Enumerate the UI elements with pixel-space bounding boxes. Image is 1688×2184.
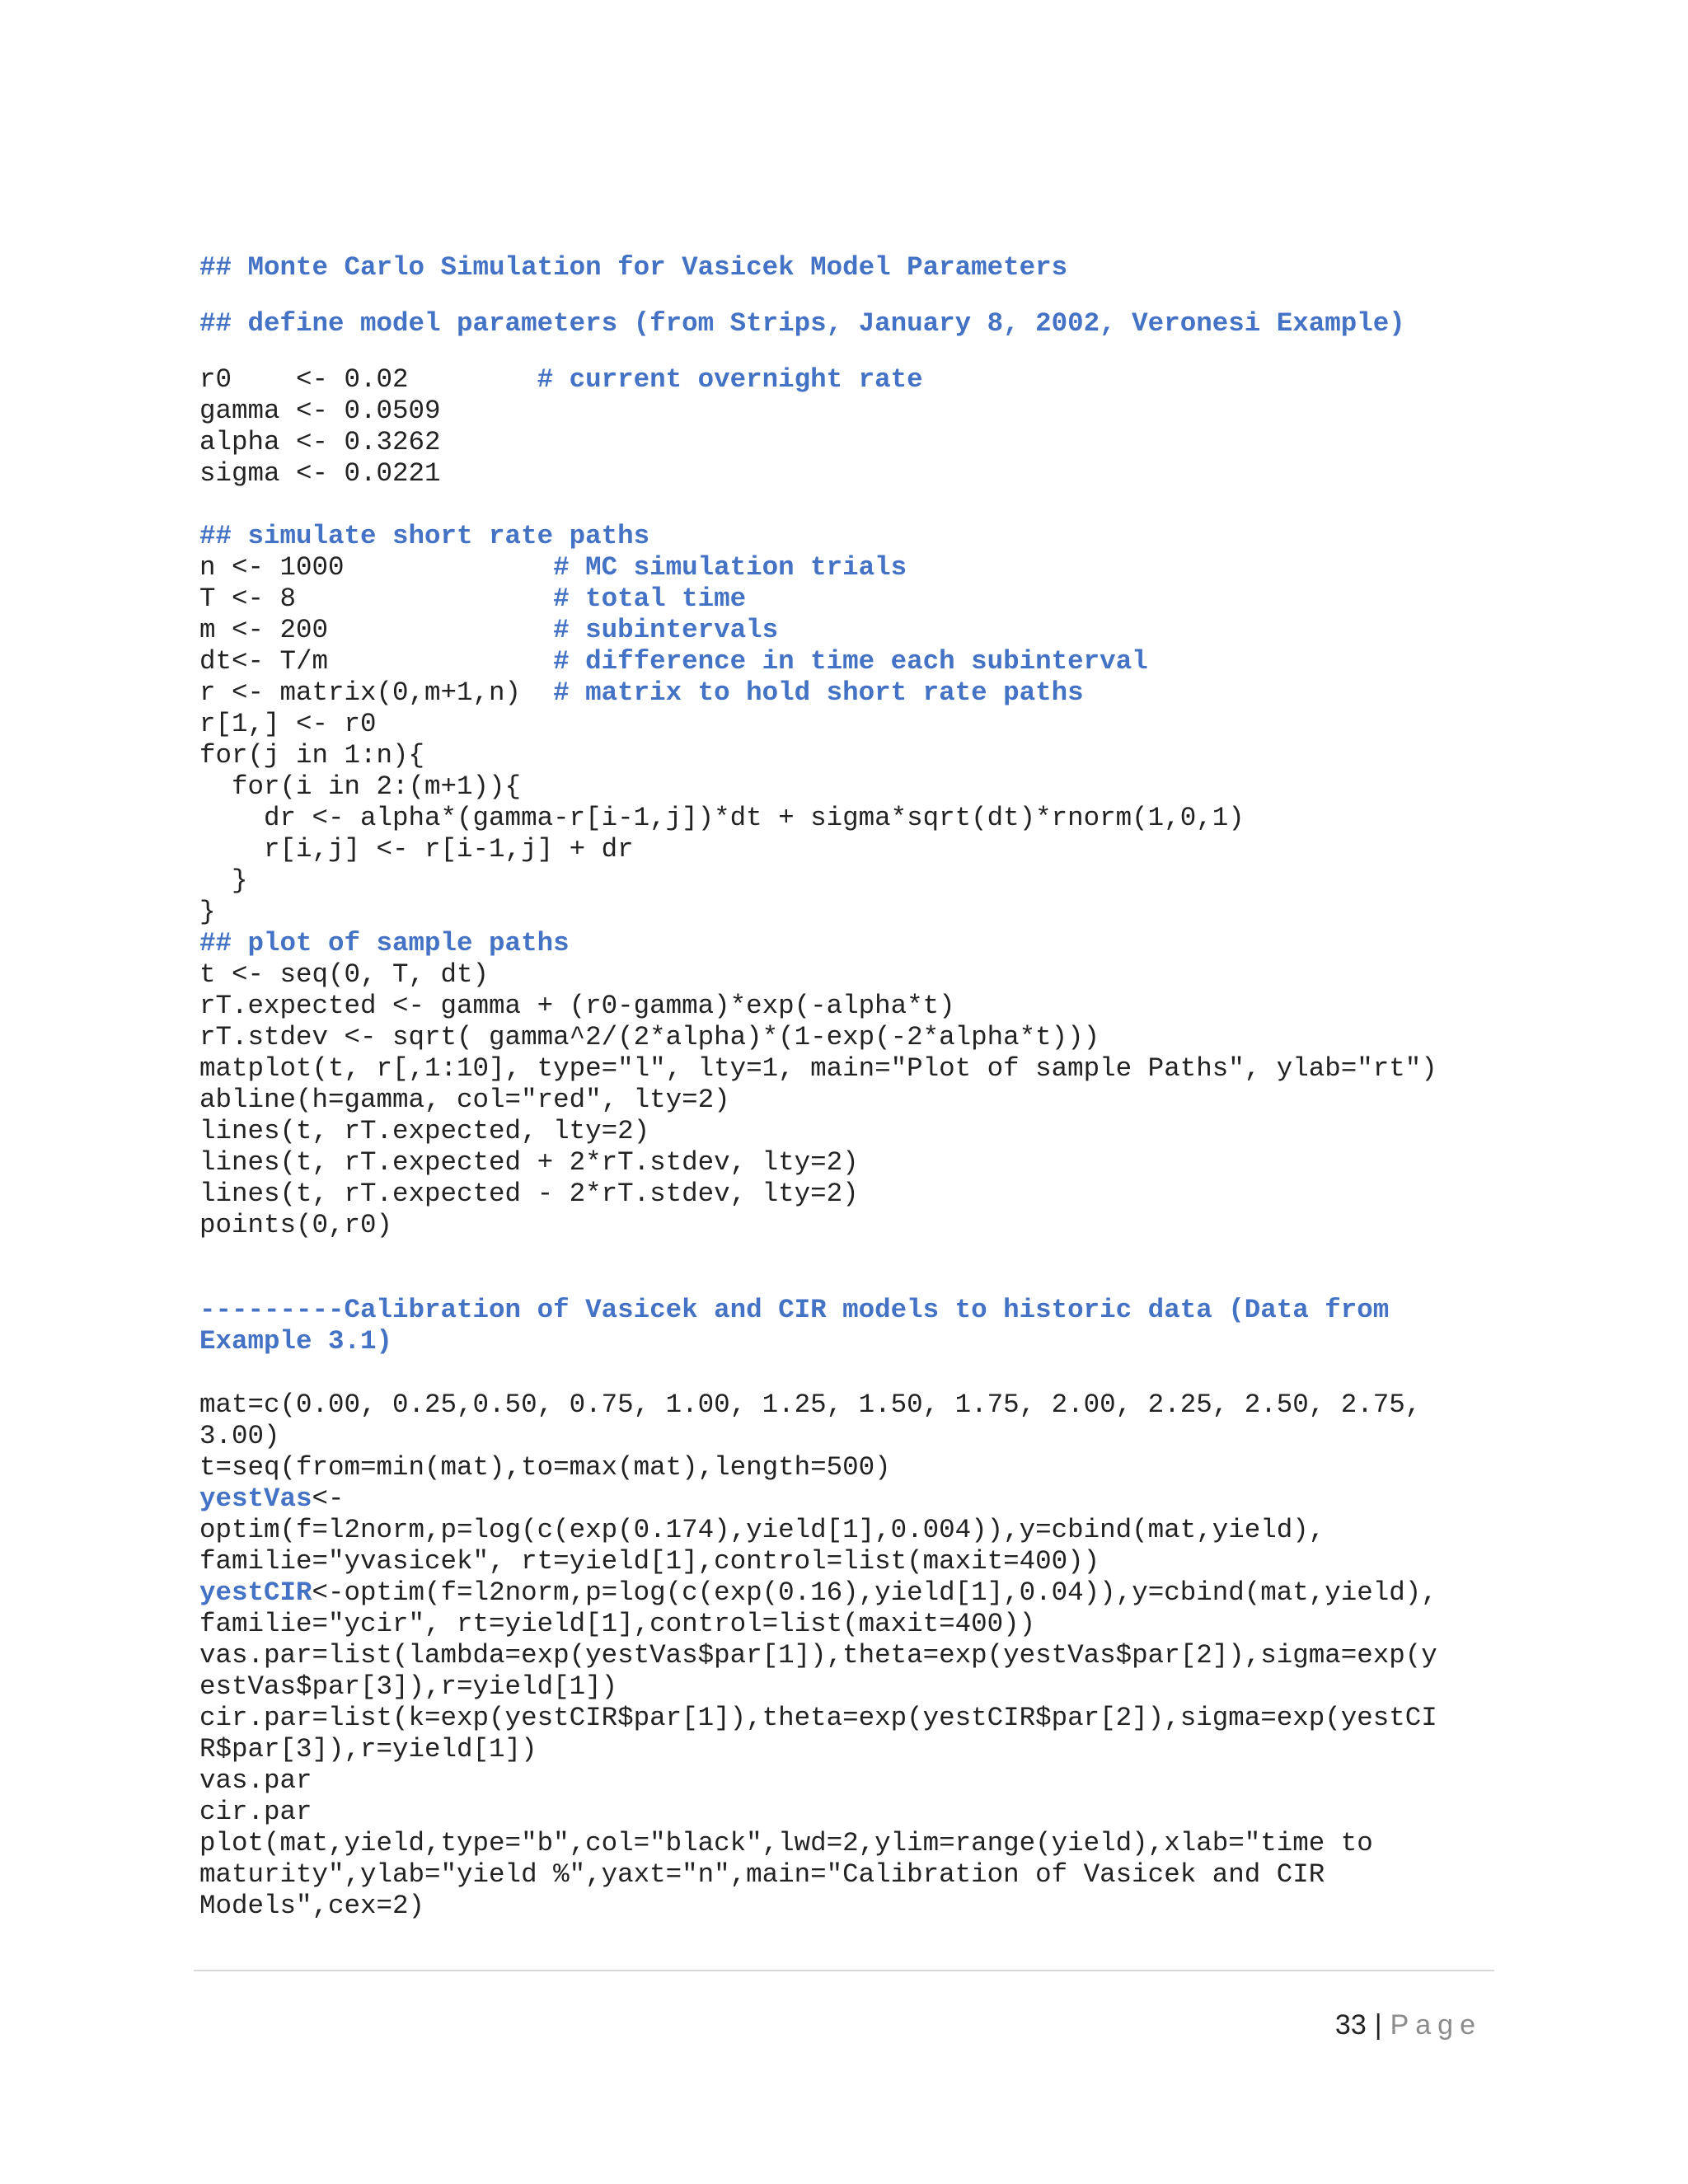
code-line [199, 396, 923, 427]
code-line [199, 740, 1437, 771]
code-comment: ## plot of sample paths [199, 928, 570, 958]
code-text: optim(f=l2norm,p=log(c(exp(0.174),yield[1],0.004)),y=cbind(mat,yield), [199, 1515, 1325, 1545]
code-line [199, 252, 1067, 284]
code-line [199, 1609, 1437, 1640]
code-text: alpha <- 0.3262 [199, 427, 441, 457]
code-line [199, 1515, 1437, 1546]
code-block-title [199, 252, 1067, 284]
code-text: } [199, 897, 216, 927]
code-comment: # total time [553, 583, 747, 614]
code-comment: yestVas [199, 1483, 312, 1514]
code-text: familie="yvasicek", rt=yield[1],control=list(maxit=400)) [199, 1546, 1100, 1577]
code-text: Models",cex=2) [199, 1891, 425, 1921]
code-line [199, 1577, 1437, 1609]
code-line [199, 458, 923, 490]
code-line [199, 928, 1437, 959]
code-line [199, 865, 1437, 897]
code-text: r[1,] <- r0 [199, 709, 377, 739]
code-comment: # difference in time each subinterval [553, 646, 1148, 677]
code-text: mat=c(0.00, 0.25,0.50, 0.75, 1.00, 1.25, 1.50, 1.75, 2.00, 2.25, 2.50, 2.75, [199, 1390, 1422, 1420]
code-line [199, 803, 1437, 834]
code-line [199, 1483, 1437, 1515]
code-text: T <- 8 [199, 583, 554, 614]
code-line [199, 959, 1437, 991]
page-footer [1335, 2009, 1482, 2041]
code-comment: # subintervals [553, 615, 779, 645]
code-line [199, 646, 1437, 677]
footer-divider [194, 1970, 1494, 1971]
code-line [199, 771, 1437, 803]
code-line [199, 1640, 1437, 1671]
code-text: familie="ycir", rt=yield[1],control=list(maxit=400)) [199, 1609, 1036, 1639]
code-line [199, 1703, 1437, 1734]
code-line [199, 1891, 1437, 1922]
footer-separator: | [1374, 2009, 1382, 2041]
code-comment: # current overnight rate [537, 364, 923, 395]
code-text: maturity",ylab="yield %",yaxt="n",main="Calibration of Vasicek and CIR [199, 1859, 1325, 1890]
code-text: matplot(t, r[,1:10], type="l", lty=1, main="Plot of sample Paths", ylab="rt") [199, 1053, 1437, 1084]
code-comment: ## Monte Carlo Simulation for Vasicek Model Parameters [199, 252, 1068, 283]
code-text: r <- matrix(0,m+1,n) [199, 677, 554, 708]
code-text: abline(h=gamma, col="red", lty=2) [199, 1085, 730, 1115]
code-text: R$par[3]),r=yield[1]) [199, 1734, 537, 1765]
code-text: rT.expected <- gamma + (r0-gamma)*exp(-alpha*t) [199, 991, 955, 1021]
code-text: 3.00) [199, 1421, 280, 1451]
code-line [199, 1797, 1437, 1828]
code-text: lines(t, rT.expected - 2*rT.stdev, lty=2) [199, 1179, 859, 1209]
code-line [199, 521, 1437, 552]
code-line [199, 677, 1437, 709]
code-line [199, 1765, 1437, 1797]
code-line [199, 897, 1437, 928]
code-text: points(0,r0) [199, 1210, 393, 1240]
code-text: r[i,j] <- r[i-1,j] + dr [199, 834, 634, 865]
code-line [199, 1116, 1437, 1147]
code-block-calibration [199, 1390, 1437, 1922]
page-number: 33 [1334, 2009, 1367, 2041]
code-line [199, 364, 923, 396]
code-text: lines(t, rT.expected + 2*rT.stdev, lty=2) [199, 1147, 859, 1178]
code-comment: ## define model parameters (from Strips, January 8, 2002, Veronesi Example) [199, 308, 1405, 339]
code-text: <-optim(f=l2norm,p=log(c(exp(0.16),yield[1],0.04)),y=cbind(mat,yield), [312, 1577, 1437, 1608]
code-text: sigma <- 0.0221 [199, 458, 441, 489]
code-text: cir.par [199, 1797, 312, 1827]
code-line [199, 1053, 1437, 1085]
code-line [199, 1085, 1437, 1116]
code-line [199, 1859, 1437, 1891]
code-text: r0 <- 0.02 [199, 364, 537, 395]
code-text: <- [312, 1483, 345, 1514]
code-line [199, 1452, 1437, 1483]
code-block-parameters-comment [199, 308, 1405, 340]
code-text: estVas$par[3]),r=yield[1]) [199, 1671, 618, 1702]
code-text: rT.stdev <- sqrt( gamma^2/(2*alpha)*(1-exp(-2*alpha*t))) [199, 1022, 1100, 1052]
code-text: gamma <- 0.0509 [199, 396, 441, 426]
code-text: for(i in 2:(m+1)){ [199, 771, 522, 802]
code-line [199, 427, 923, 458]
code-block-calibration-heading [199, 1295, 1389, 1357]
code-line [199, 1546, 1437, 1577]
code-line [199, 615, 1437, 646]
code-line [199, 552, 1437, 583]
code-text: m <- 200 [199, 615, 554, 645]
code-comment: # matrix to hold short rate paths [553, 677, 1084, 708]
code-text: n <- 1000 [199, 552, 554, 583]
code-text: for(j in 1:n){ [199, 740, 425, 771]
code-text: t <- seq(0, T, dt) [199, 959, 490, 990]
code-comment: Example 3.1) [199, 1326, 393, 1357]
code-comment: yestCIR [199, 1577, 312, 1608]
code-line [199, 709, 1437, 740]
code-line [199, 1671, 1437, 1703]
code-block-simulation [199, 521, 1437, 1241]
code-text: vas.par=list(lambda=exp(yestVas$par[1]),theta=exp(yestVas$par[2]),sigma=exp(y [199, 1640, 1437, 1671]
code-text: } [199, 865, 248, 896]
code-line [199, 1421, 1437, 1452]
code-line [199, 1734, 1437, 1765]
code-text: plot(mat,yield,type="b",col="black",lwd=2,ylim=range(yield),xlab="time to [199, 1828, 1373, 1858]
code-line [199, 1147, 1437, 1179]
code-comment: ---------Calibration of Vasicek and CIR models to historic data (Data from [199, 1295, 1390, 1325]
code-line [199, 1828, 1437, 1859]
code-line [199, 1179, 1437, 1210]
code-line [199, 834, 1437, 865]
code-comment: ## simulate short rate paths [199, 521, 650, 551]
code-line [199, 308, 1405, 340]
code-text: dt<- T/m [199, 646, 554, 677]
code-line [199, 1390, 1437, 1421]
code-line [199, 1326, 1389, 1357]
code-text: vas.par [199, 1765, 312, 1796]
code-block-parameters [199, 364, 923, 490]
code-text: lines(t, rT.expected, lty=2) [199, 1116, 650, 1146]
code-line [199, 1022, 1437, 1053]
code-line [199, 583, 1437, 615]
code-line [199, 991, 1437, 1022]
code-line [199, 1295, 1389, 1326]
code-text: cir.par=list(k=exp(yestCIR$par[1]),theta=exp(yestCIR$par[2]),sigma=exp(yestCI [199, 1703, 1437, 1733]
code-line [199, 1210, 1437, 1241]
page-label: Page [1390, 2009, 1482, 2041]
code-text: t=seq(from=min(mat),to=max(mat),length=500) [199, 1452, 891, 1483]
code-comment: # MC simulation trials [553, 552, 907, 583]
code-text: dr <- alpha*(gamma-r[i-1,j])*dt + sigma*sqrt(dt)*rnorm(1,0,1) [199, 803, 1245, 833]
